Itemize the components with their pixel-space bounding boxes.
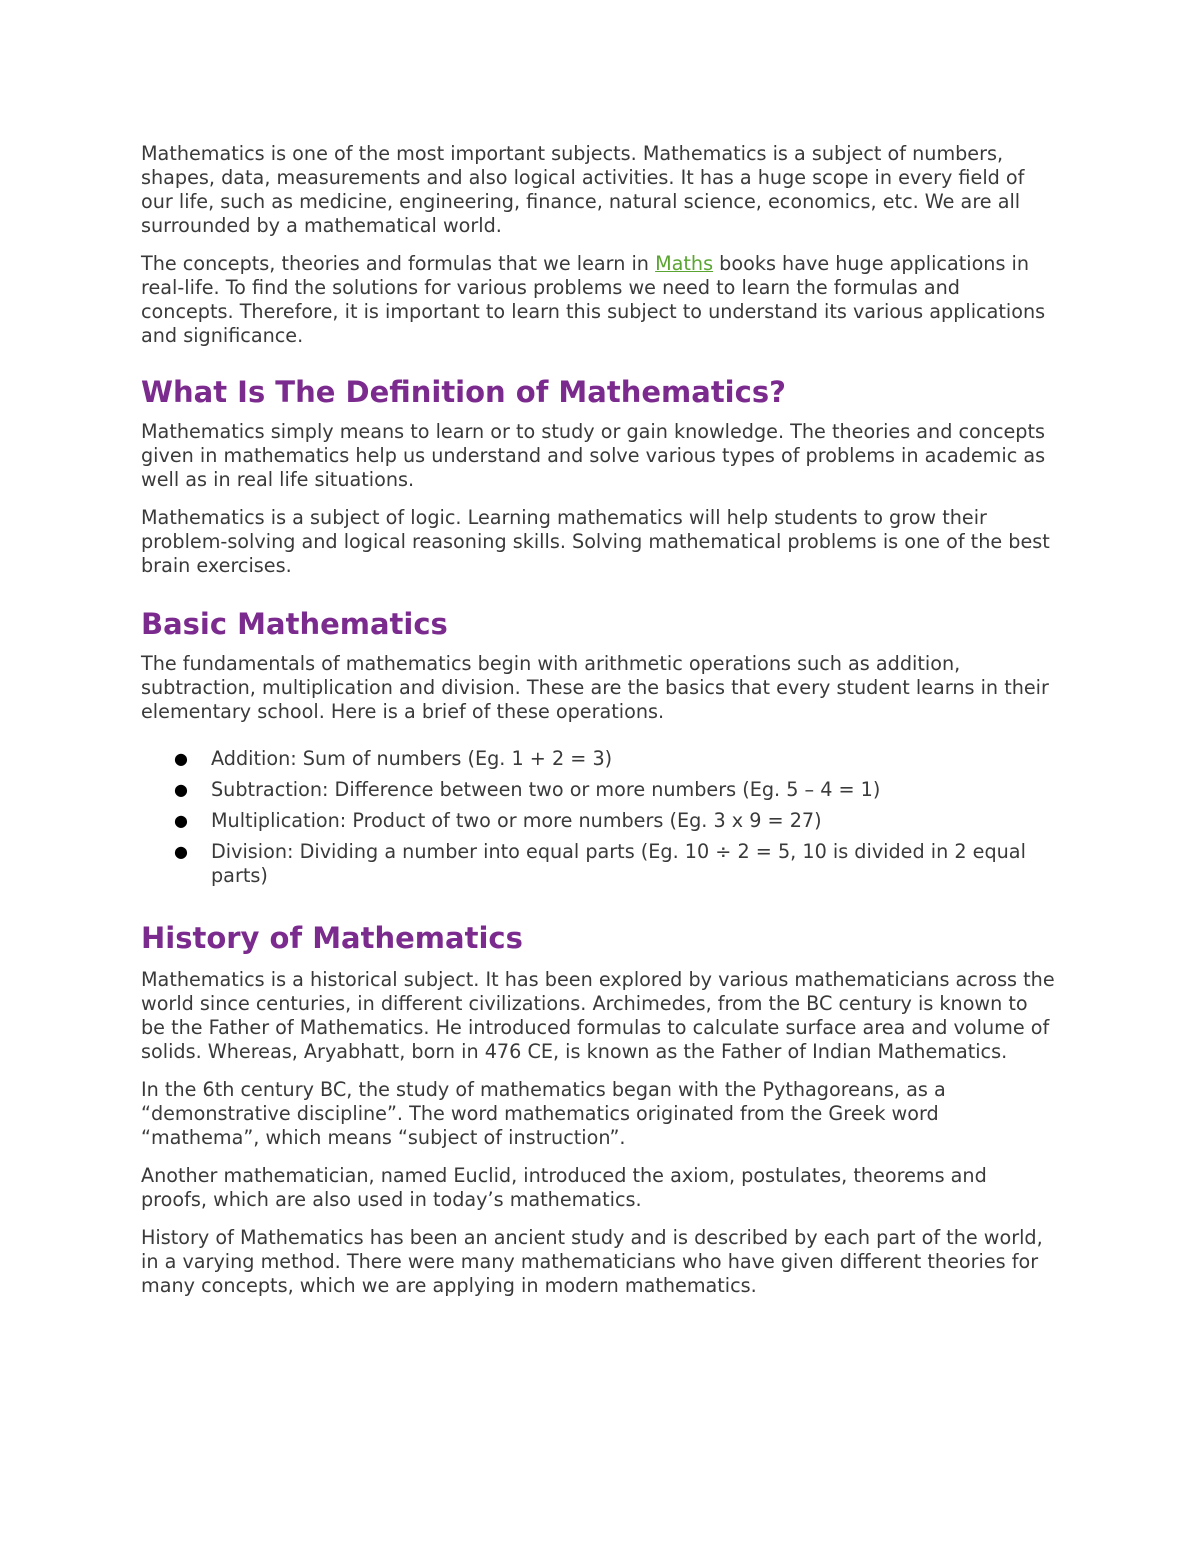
list-item-addition: [141, 747, 1056, 771]
bullet-icon: ●: [174, 749, 188, 768]
maths-link[interactable]: Maths: [655, 252, 714, 275]
list-item-division: [141, 840, 1056, 888]
intro-paragraph-2-start: The concepts, theories and formulas that we learn in: [141, 252, 656, 275]
history-paragraph-2: In the 6th century BC, the study of mathematics began with the Pythagoreans, as a “demonstrative discipline”. The word mathematics originated from the Greek word “mathema”, which means “subject of instruction”.: [141, 1078, 946, 1149]
list-item-subtraction: [141, 778, 1056, 802]
list-item-text: Subtraction: Difference between two or more numbers (Eg. 5 – 4 = 1): [211, 778, 881, 801]
history-paragraph-1: Mathematics is a historical subject. It has been explored by various mathematicians across the world since centuries, in different civilizations. Archimedes, from the BC century is known to be the Father of Mathematics. He introduced formulas to calculate surface area and volume of solids. Whereas, Aryabhatt, born in 476 CE, is known as the Father of Indian Mathematics.: [141, 968, 1055, 1063]
history-paragraph-4: History of Mathematics has been an ancient study and is described by each part of the world, in a varying method. There were many mathematicians who have given different theories for many concepts, which we are applying in modern mathematics.: [141, 1226, 1043, 1297]
history-heading: History of Mathematics: [141, 921, 523, 955]
bullet-icon: ●: [174, 811, 188, 830]
intro-paragraph-2-end: books have huge applications in real-life. To find the solutions for various problems we need to learn the formulas and concepts. Therefore, it is important to learn this subject to understand its various applications and significance.: [141, 252, 1046, 347]
operations-list: [141, 747, 1056, 888]
list-item-multiplication: [141, 809, 1056, 833]
bullet-icon: ●: [174, 780, 188, 799]
intro-paragraph-2: [141, 252, 1056, 348]
basic-math-heading: Basic Mathematics: [141, 607, 448, 641]
definition-paragraph-2: Mathematics is a subject of logic. Learning mathematics will help students to grow their problem-solving and logical reasoning skills. Solving mathematical problems is one of the best brain exercises.: [141, 506, 1050, 577]
bullet-icon: ●: [174, 842, 188, 861]
document-page: [141, 142, 1056, 1312]
definition-paragraph-1: Mathematics simply means to learn or to study or gain knowledge. The theories and concepts given in mathematics help us understand and solve various types of problems in academic as well as in real life situations.: [141, 420, 1046, 491]
history-paragraph-3: Another mathematician, named Euclid, introduced the axiom, postulates, theorems and proofs, which are also used in today’s mathematics.: [141, 1164, 987, 1211]
list-item-text: Addition: Sum of numbers (Eg. 1 + 2 = 3): [211, 747, 613, 770]
list-item-text: Multiplication: Product of two or more numbers (Eg. 3 x 9 = 27): [211, 809, 822, 832]
definition-heading: What Is The Definition of Mathematics?: [141, 375, 786, 409]
basic-math-paragraph: The fundamentals of mathematics begin with arithmetic operations such as addition, subtraction, multiplication and division. These are the basics that every student learns in their elementary school. Here is a brief of these operations.: [141, 652, 1049, 723]
intro-paragraph-1: Mathematics is one of the most important subjects. Mathematics is a subject of numbers, shapes, data, measurements and also logical activities. It has a huge scope in every field of our life, such as medicine, engineering, finance, natural science, economics, etc. We are all surrounded by a mathematical world.: [141, 142, 1025, 237]
list-item-text: Division: Dividing a number into equal parts (Eg. 10 ÷ 2 = 5, 10 is divided in 2 equal parts): [211, 840, 1026, 887]
